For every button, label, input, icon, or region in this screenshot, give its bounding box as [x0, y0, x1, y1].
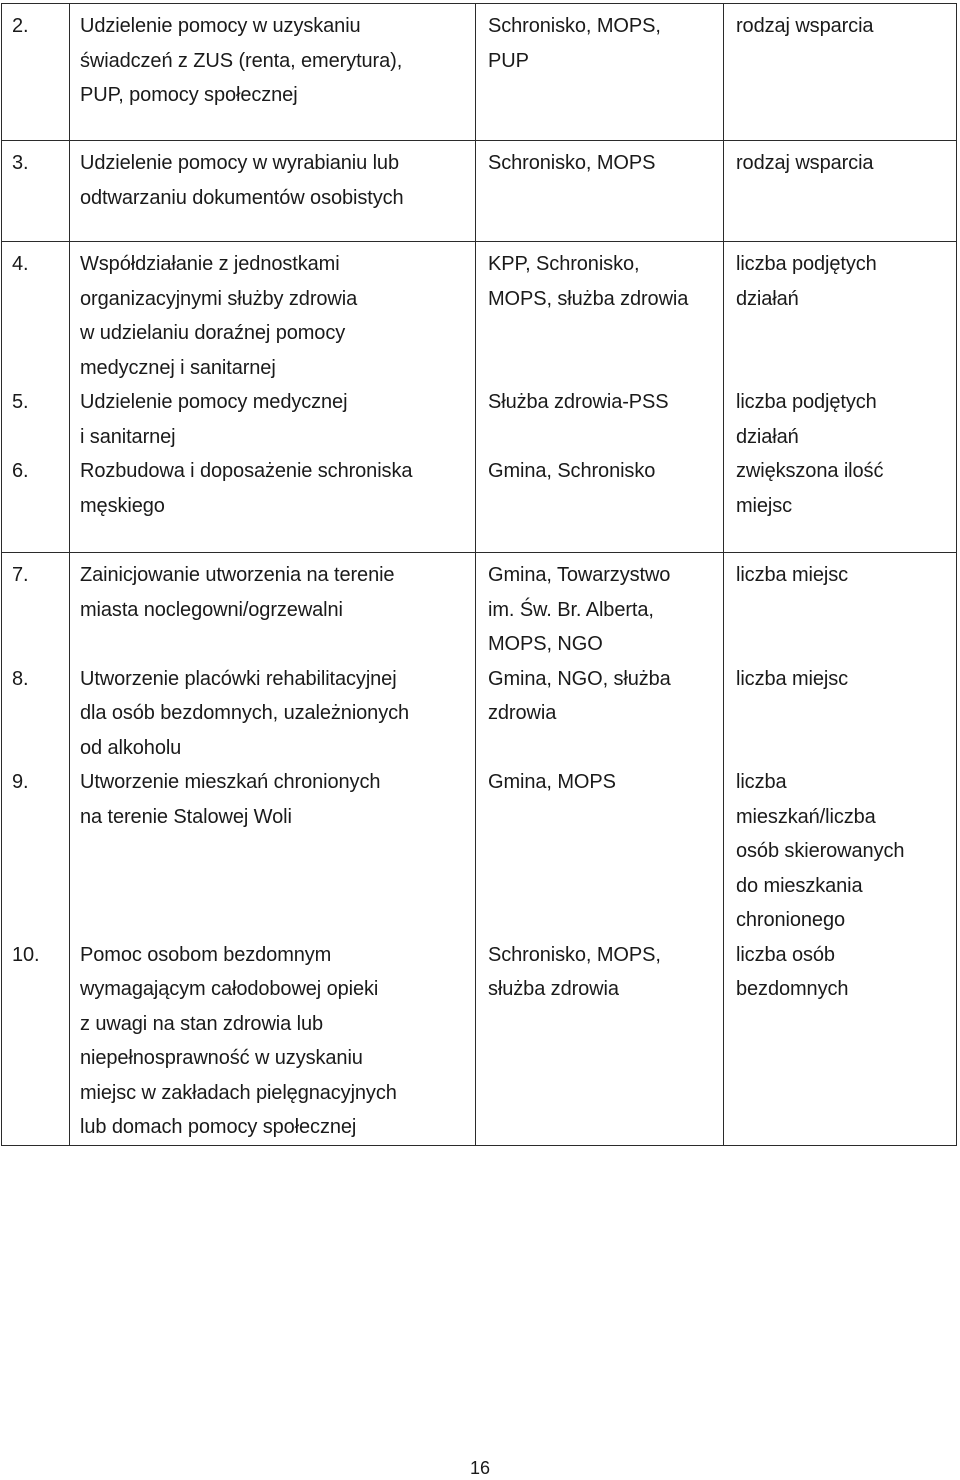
- spacer-line: [476, 903, 723, 938]
- item-activity-line: wymagającym całodobowej opieki: [80, 978, 379, 1000]
- spacer-line: [2, 1041, 69, 1076]
- measures-table: [1, 3, 957, 1146]
- item-number: [2, 247, 69, 385]
- spacer-line: [724, 44, 956, 79]
- item-activity-line: Współdziałanie z jednostkami: [80, 253, 340, 275]
- item-activity-line: lub domach pomocy społecznej: [80, 1116, 357, 1138]
- item-indicator: [724, 385, 956, 454]
- item-indicator-line: osób skierowanych: [736, 840, 905, 862]
- item-partners-line: Gmina, Schronisko: [488, 460, 656, 482]
- spacer-line: [2, 731, 69, 766]
- item-indicator-line: miejsc: [736, 494, 793, 517]
- item-indicator: [724, 662, 956, 766]
- spacer-line: [724, 593, 956, 628]
- item-partners-line: PUP: [488, 49, 529, 72]
- spacer-line: [2, 696, 69, 731]
- spacer-line: [724, 78, 956, 113]
- item-indicator-line: do mieszkania: [736, 874, 863, 897]
- item-partners: [476, 385, 723, 454]
- spacer-line: [2, 351, 69, 386]
- item-activity-line: dla osób bezdomnych, uzależnionych: [80, 702, 410, 724]
- item-number: [2, 146, 69, 215]
- item-indicator-line: chronionego: [736, 909, 845, 931]
- item-indicator-cell: [724, 553, 957, 1146]
- spacer-line: [476, 800, 723, 835]
- spacer-line: [2, 972, 69, 1007]
- item-partners-line: Schronisko, MOPS: [488, 152, 656, 174]
- item-activity: [70, 146, 475, 215]
- item-indicator: [724, 9, 956, 113]
- item-indicator-cell: [724, 242, 957, 553]
- item-number-line: 5.: [12, 391, 29, 413]
- item-activity-line: Utworzenie mieszkań chronionych: [80, 771, 381, 793]
- item-number-cell: [2, 4, 70, 141]
- item-partners-cell: [476, 553, 724, 1146]
- item-indicator-line: liczba podjętych: [736, 253, 877, 275]
- spacer-line: [724, 731, 956, 766]
- item-activity-line: świadczeń z ZUS (renta, emerytura),: [80, 49, 403, 72]
- spacer-line: [724, 627, 956, 662]
- spacer-line: [2, 800, 69, 835]
- item-activity: [70, 662, 475, 766]
- item-activity-line: Zainicjowanie utworzenia na terenie: [80, 564, 395, 586]
- spacer-line: [2, 834, 69, 869]
- item-partners-line: Schronisko, MOPS,: [488, 15, 661, 37]
- item-indicator: [724, 454, 956, 523]
- spacer-line: [2, 1076, 69, 1111]
- item-number: [2, 938, 69, 1145]
- spacer-line: [2, 903, 69, 938]
- spacer-line: [476, 489, 723, 524]
- item-activity-line: Udzielenie pomocy w uzyskaniu: [80, 15, 361, 37]
- item-indicator-line: liczba: [736, 771, 787, 793]
- item-indicator-line: bezdomnych: [736, 978, 849, 1000]
- spacer-line: [476, 78, 723, 113]
- spacer-line: [2, 282, 69, 317]
- item-partners-cell: [476, 4, 724, 141]
- item-partners-line: MOPS, NGO: [488, 633, 603, 655]
- item-activity-cell: [70, 4, 476, 141]
- spacer-line: [476, 351, 723, 386]
- item-partners-line: Schronisko, MOPS,: [488, 943, 661, 966]
- item-activity: [70, 9, 475, 113]
- item-partners: [476, 765, 723, 938]
- item-activity-cell: [70, 242, 476, 553]
- item-number-line: 8.: [12, 667, 29, 690]
- item-partners: [476, 938, 723, 1145]
- item-activity-line: Udzielenie pomocy w wyrabianiu lub: [80, 152, 399, 174]
- spacer-line: [70, 834, 475, 869]
- item-partners: [476, 454, 723, 523]
- item-indicator-line: mieszkań/liczba: [736, 805, 876, 828]
- item-indicator-cell: [724, 141, 957, 242]
- spacer-line: [2, 316, 69, 351]
- item-number: [2, 558, 69, 662]
- item-indicator-line: liczba podjętych: [736, 391, 877, 413]
- item-activity: [70, 765, 475, 938]
- item-activity: [70, 938, 475, 1145]
- spacer-line: [2, 489, 69, 524]
- spacer-line: [476, 1041, 723, 1076]
- item-number: [2, 454, 69, 523]
- spacer-line: [724, 316, 956, 351]
- item-partners: [476, 146, 723, 215]
- item-indicator: [724, 938, 956, 1145]
- item-indicator-line: zwiększona ilość: [736, 460, 884, 482]
- item-activity-line: miasta noclegowni/ogrzewalni: [80, 598, 343, 621]
- spacer-line: [2, 869, 69, 904]
- item-number: [2, 662, 69, 766]
- item-activity-line: miejsc w zakładach pielęgnacyjnych: [80, 1081, 397, 1104]
- item-activity: [70, 454, 475, 523]
- item-number: [2, 385, 69, 454]
- item-activity-line: Pomoc osobom bezdomnym: [80, 943, 332, 966]
- item-indicator-line: działań: [736, 287, 799, 310]
- item-activity-line: organizacyjnymi służby zdrowia: [80, 287, 358, 310]
- spacer-line: [2, 1110, 69, 1145]
- item-indicator-line: liczba osób: [736, 943, 835, 966]
- item-activity-line: z uwagi na stan zdrowia lub: [80, 1012, 323, 1035]
- spacer-line: [724, 181, 956, 216]
- item-activity-line: medycznej i sanitarnej: [80, 356, 276, 379]
- item-number-cell: [2, 553, 70, 1146]
- spacer-line: [2, 1007, 69, 1042]
- spacer-line: [476, 869, 723, 904]
- item-partners-line: służba zdrowia: [488, 978, 619, 1000]
- item-partners-line: MOPS, służba zdrowia: [488, 287, 689, 310]
- item-indicator-line: liczba miejsc: [736, 667, 849, 690]
- item-partners: [476, 9, 723, 113]
- item-number: [2, 765, 69, 938]
- spacer-line: [724, 1041, 956, 1076]
- spacer-line: [2, 44, 69, 79]
- spacer-line: [476, 420, 723, 455]
- item-activity: [70, 247, 475, 385]
- item-indicator-line: działań: [736, 425, 799, 448]
- spacer-line: [724, 351, 956, 386]
- spacer-line: [476, 1007, 723, 1042]
- spacer-line: [476, 316, 723, 351]
- item-indicator: [724, 146, 956, 215]
- page-number: 16: [469, 1458, 491, 1478]
- item-activity: [70, 558, 475, 662]
- spacer-line: [476, 731, 723, 766]
- item-number-line: 7.: [12, 564, 29, 586]
- spacer-line: [724, 1007, 956, 1042]
- item-activity-line: na terenie Stalowej Woli: [80, 805, 292, 828]
- item-partners-line: im. Św. Br. Alberta,: [488, 598, 654, 621]
- item-activity-line: niepełnosprawność w uzyskaniu: [80, 1047, 363, 1069]
- spacer-line: [2, 627, 69, 662]
- item-partners-line: Gmina, NGO, służba: [488, 667, 671, 690]
- item-activity-line: Utworzenie placówki rehabilitacyjnej: [80, 667, 397, 690]
- item-number-line: 9.: [12, 771, 29, 793]
- item-number-cell: [2, 242, 70, 553]
- table-row: [2, 4, 957, 141]
- item-partners-cell: [476, 141, 724, 242]
- item-partners-line: Służba zdrowia-PSS: [488, 391, 669, 413]
- item-activity-line: Udzielenie pomocy medycznej: [80, 391, 348, 413]
- item-partners-line: Gmina, Towarzystwo: [488, 564, 671, 586]
- item-partners-cell: [476, 242, 724, 553]
- item-activity-cell: [70, 141, 476, 242]
- item-activity-line: Rozbudowa i doposażenie schroniska: [80, 460, 413, 482]
- spacer-line: [724, 696, 956, 731]
- table-body: [2, 4, 957, 1146]
- item-partners-line: Gmina, MOPS: [488, 771, 616, 793]
- item-partners-line: KPP, Schronisko,: [488, 253, 640, 275]
- spacer-line: [476, 181, 723, 216]
- item-indicator-line: liczba miejsc: [736, 564, 849, 586]
- item-indicator-line: rodzaj wsparcia: [736, 152, 874, 174]
- table-row: [2, 242, 957, 553]
- item-indicator-cell: [724, 4, 957, 141]
- item-number-cell: [2, 141, 70, 242]
- table-row: [2, 553, 957, 1146]
- item-activity-line: w udzielaniu doraźnej pomocy: [80, 322, 346, 344]
- item-partners: [476, 247, 723, 385]
- item-number: [2, 9, 69, 113]
- table-row: [2, 141, 957, 242]
- item-indicator: [724, 765, 956, 938]
- spacer-line: [2, 593, 69, 628]
- item-indicator-line: rodzaj wsparcia: [736, 15, 874, 37]
- spacer-line: [724, 1110, 956, 1145]
- item-number-line: 10.: [12, 943, 40, 966]
- item-partners: [476, 662, 723, 766]
- item-activity-line: męskiego: [80, 494, 165, 517]
- item-indicator: [724, 558, 956, 662]
- spacer-line: [724, 1076, 956, 1111]
- item-activity-cell: [70, 553, 476, 1146]
- spacer-line: [476, 1110, 723, 1145]
- spacer-line: [2, 181, 69, 216]
- item-partners-line: zdrowia: [488, 702, 557, 724]
- item-number-line: 2.: [12, 15, 29, 37]
- item-number-line: 4.: [12, 253, 29, 275]
- item-activity: [70, 385, 475, 454]
- item-activity-line: i sanitarnej: [80, 425, 176, 448]
- spacer-line: [2, 78, 69, 113]
- spacer-line: [2, 420, 69, 455]
- item-number-line: 3.: [12, 152, 29, 174]
- spacer-line: [70, 627, 475, 662]
- item-partners: [476, 558, 723, 662]
- item-indicator: [724, 247, 956, 385]
- item-activity-line: od alkoholu: [80, 736, 182, 759]
- spacer-line: [70, 869, 475, 904]
- spacer-line: [476, 1076, 723, 1111]
- item-activity-line: odtwarzaniu dokumentów osobistych: [80, 186, 404, 209]
- item-number-line: 6.: [12, 460, 29, 482]
- spacer-line: [476, 834, 723, 869]
- spacer-line: [70, 903, 475, 938]
- item-activity-line: PUP, pomocy społecznej: [80, 84, 298, 106]
